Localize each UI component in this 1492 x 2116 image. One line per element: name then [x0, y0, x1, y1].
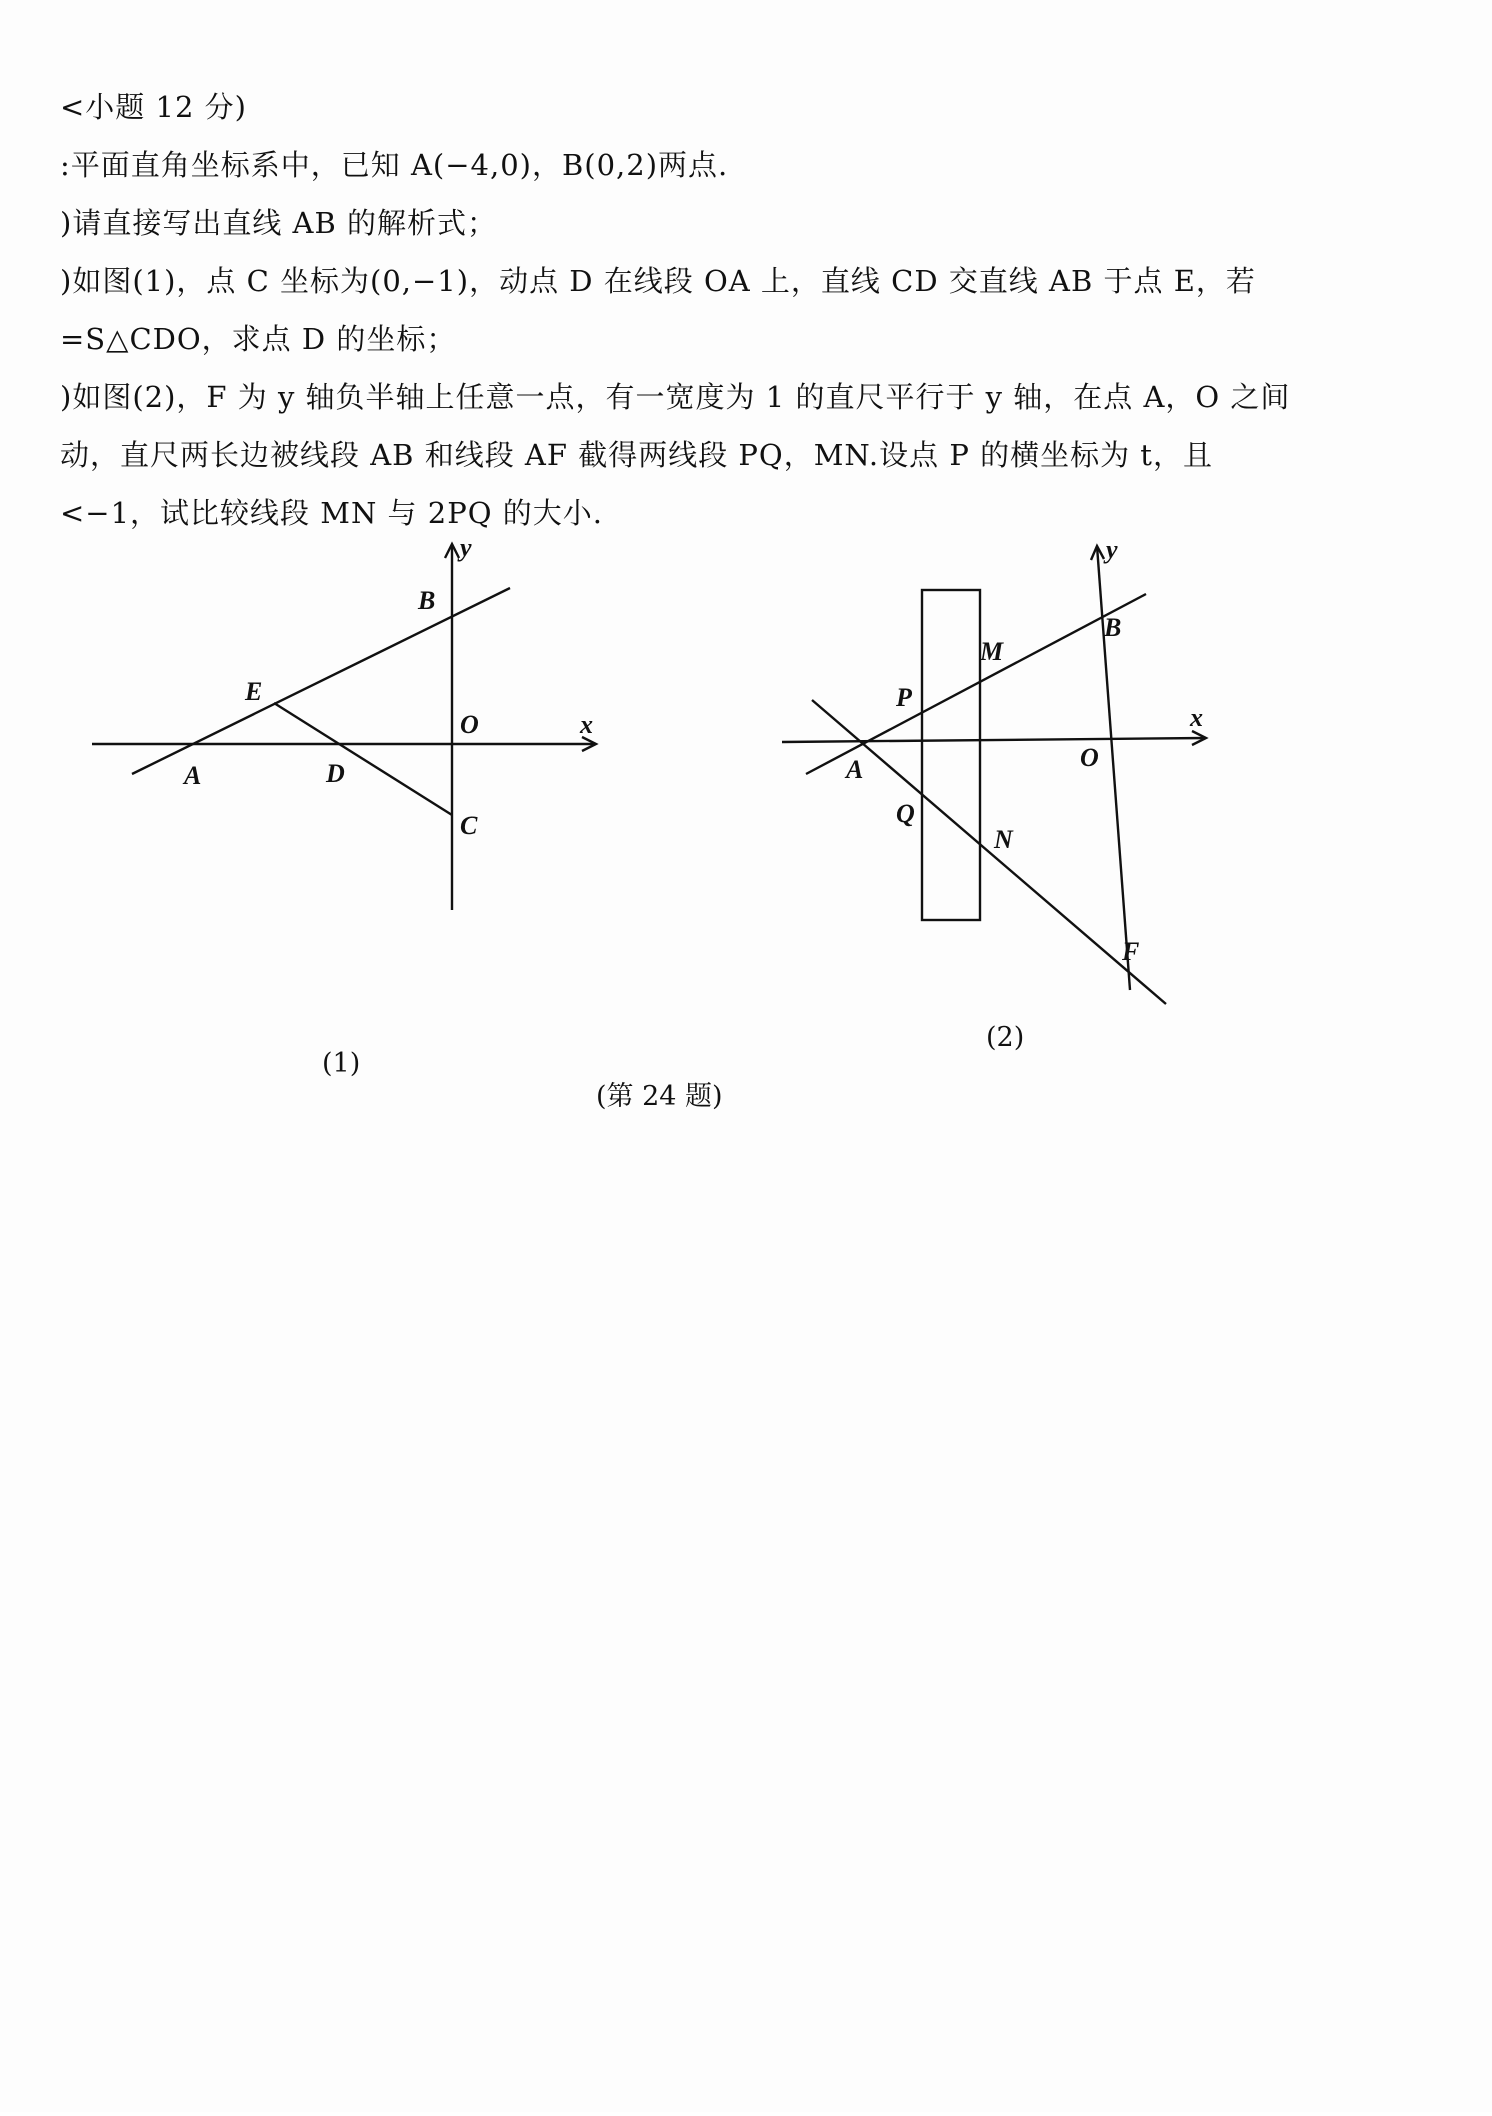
- label-D: D: [326, 759, 345, 788]
- label-A: A: [184, 761, 202, 790]
- label-P: P: [896, 683, 912, 712]
- label-y: y: [1106, 535, 1118, 564]
- label-E: E: [245, 677, 263, 706]
- label-x: x: [580, 710, 593, 739]
- problem-line: <小题 12 分): [60, 90, 247, 124]
- figure-1-caption: (1): [322, 1048, 361, 1079]
- problem-line: =S△CDO，求点 D 的坐标；: [60, 322, 457, 356]
- label-B: B: [1104, 613, 1122, 642]
- label-N: N: [994, 825, 1013, 854]
- problem-line: )如图(1)，点 C 坐标为(0,−1)，动点 D 在线段 OA 上，直线 CD 交直线 AB 于点 E，若: [60, 264, 1256, 298]
- figure-2-caption: (2): [986, 1022, 1025, 1053]
- label-Q: Q: [896, 799, 915, 828]
- problem-line: <−1，试比较线段 MN 与 2PQ 的大小.: [60, 496, 603, 530]
- label-C: C: [460, 811, 478, 840]
- label-F: F: [1122, 937, 1140, 966]
- label-x: x: [1190, 703, 1203, 732]
- label-O: O: [1080, 743, 1099, 772]
- problem-line: )如图(2)，F 为 y 轴负半轴上任意一点，有一宽度为 1 的直尺平行于 y 轴，在点 A，O 之间: [60, 380, 1291, 414]
- problem-number-caption: (第 24 题): [596, 1081, 723, 1112]
- x-axis: [782, 738, 1206, 742]
- problem-line: )请直接写出直线 AB 的解析式；: [60, 206, 498, 240]
- label-M: M: [980, 637, 1004, 666]
- label-O: O: [460, 710, 479, 739]
- label-B: B: [418, 586, 436, 615]
- label-A: A: [846, 755, 864, 784]
- problem-line: :平面直角坐标系中，已知 A(−4,0)，B(0,2)两点.: [60, 148, 729, 182]
- problem-line: 动，直尺两长边被线段 AB 和线段 AF 截得两线段 PQ，MN.设点 P 的横坐标为 t，且: [60, 438, 1213, 472]
- label-y: y: [460, 533, 472, 562]
- ruler: [922, 590, 980, 920]
